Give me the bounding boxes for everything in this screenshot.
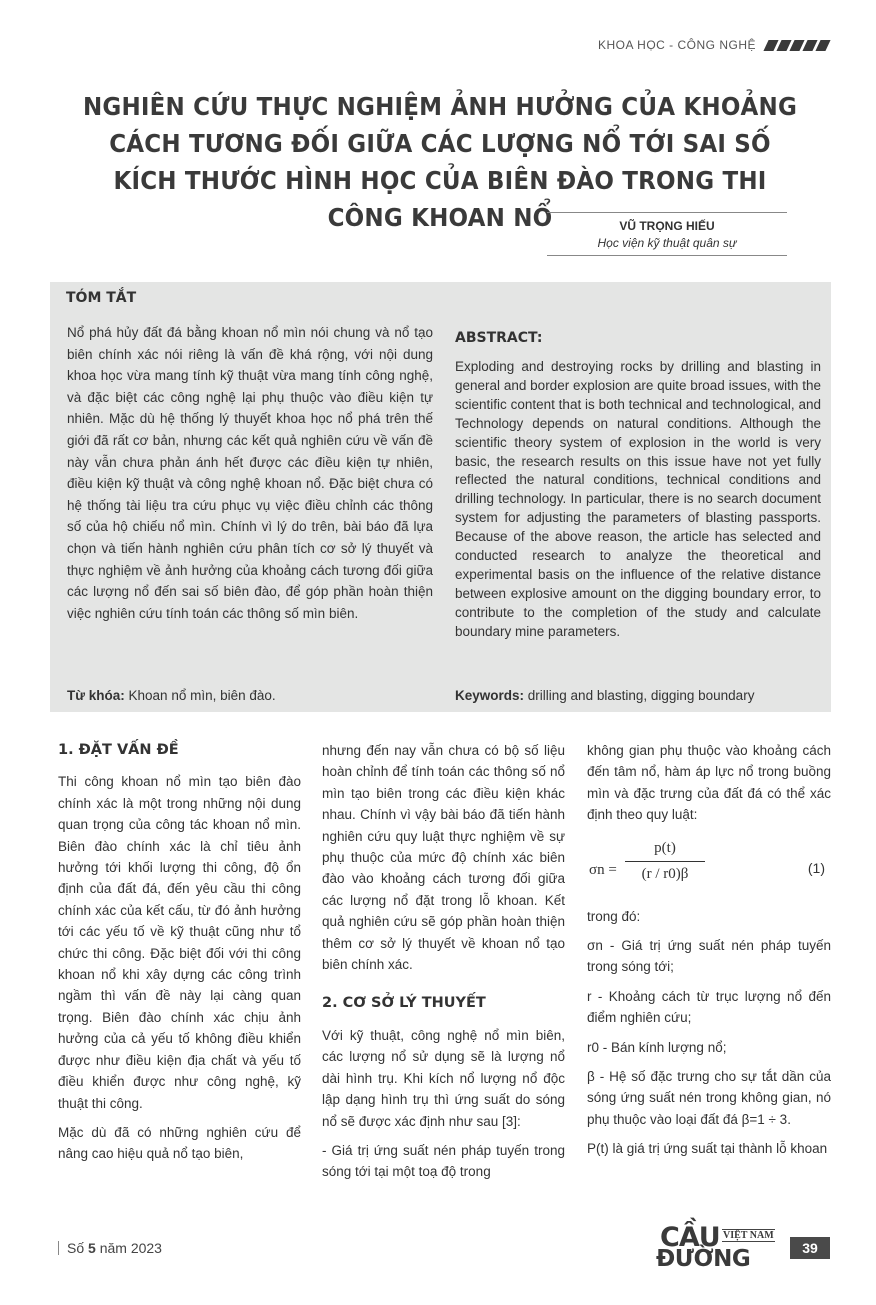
issue-number: 5 (88, 1240, 96, 1256)
section-2-heading: 2. CƠ SỞ LÝ THUYẾT (322, 995, 486, 1012)
definition-pt: P(t) là giá trị ứng suất tại thành lỗ khoan (587, 1141, 828, 1157)
keywords-vn-label: Từ khóa: (67, 688, 125, 703)
section-2-paragraph-2: - Giá trị ứng suất nén pháp tuyến trong sóng tới tại một toạ độ trong (322, 1142, 565, 1180)
section-1-paragraph-1: Thi công khoan nổ mìn tạo biên đào chính xác là một trong những nội dung quan trọng của công tác khoan nổ mìn. Biên đào chính xác là chỉ tiêu ảnh hưởng tới khối lượng thi công, độ ổn định của đất đá, đến yêu cầu thi công chính xác của kết cấu, từ đó ảnh hưởng tới các yếu tố về kỹ thuật cũng như tổ chức thi công. Đặc biệt đối với thi công khoan nổ khi xây dựng các công trình ngầm thì vấn đề này lại càng quan trọng. Biên đào chính xác chịu ảnh hưởng của cả yếu tố không điều khiển được như điều kiện địa chất và yếu tố điều khiển được như công nghệ, kỹ thuật thi công. (58, 774, 301, 1111)
definition-r: r - Khoảng cách từ trục lượng nổ đến điểm nghiên cứu; (587, 988, 831, 1026)
section-header (598, 38, 828, 52)
definition-beta: β - Hệ số đặc trưng cho sự tắt dần của sóng ứng suất nén trong không gian, nó phụ thuộc vào loại đất đá β=1 ÷ 3. (587, 1069, 831, 1127)
section-1-paragraph-2: Mặc dù đã có những nghiên cứu để nâng cao hiệu quả nổ tạo biên, (58, 1124, 301, 1162)
abstract-vn-title: TÓM TẮT (66, 290, 137, 306)
keywords-en-label: Keywords: (455, 688, 525, 703)
footer-divider (58, 1241, 59, 1255)
formula-fraction (625, 838, 705, 886)
column-3 (587, 740, 831, 1168)
section-2-paragraph-3: không gian phụ thuộc vào khoảng cách đến tâm nổ, hàm áp lực nổ trong buồng mìn và đặc trưng của đất đá có thể xác định theo quy luật: (587, 743, 831, 823)
logo-duong: ĐƯỜNG (656, 1246, 751, 1272)
issue-info (58, 1240, 162, 1256)
section-label: KHOA HỌC - CÔNG NGHỆ (597, 38, 756, 52)
issue-prefix: Số (67, 1240, 89, 1256)
logo-country: VIỆT NAM (723, 1230, 774, 1241)
section-1-heading: 1. ĐẶT VẤN ĐỀ (58, 742, 179, 758)
column-2 (322, 740, 565, 1191)
author-affiliation: Học viện kỹ thuật quân sự (597, 236, 737, 250)
author-box (547, 212, 787, 256)
definition-sigma: σn - Giá trị ứng suất nén pháp tuyến trong sóng tới; (587, 938, 831, 975)
equation-number: (1) (807, 859, 825, 876)
logo-cau: CẦU (660, 1222, 720, 1253)
stripes-decoration (766, 40, 828, 51)
abstract-en-keywords (455, 688, 754, 703)
section-2-paragraph-1: Với kỹ thuật, công nghệ nổ mìn biên, các lượng nổ sử dụng sẽ là lượng nổ dài hình trụ. Khi kích nổ lượng nổ độc lập dạng hình trụ thì ứng suất do sóng nổ sẽ được xác định như sau [3]: (322, 1027, 565, 1129)
author-name: VŨ TRỌNG HIẾU (619, 219, 715, 233)
formula-1 (587, 834, 831, 898)
formula-numerator: p(t) (625, 838, 705, 862)
section-1-paragraph-3: nhưng đến nay vẫn chưa có bộ số liệu hoàn chỉnh để tính toán các thông số nổ mìn tạo biên trong các điều kiện khác nhau. Chính vì vậy bài báo đã tiến hành nghiên cứu quy luật thực nghiệm về sự phụ thuộc của mức độ chính xác biên đào vào khoảng cách tương đối giữa các lượng nổ đặt trong lỗ khoan. Kết quả nghiên cứu sẽ góp phần hoàn thiện thêm cơ sở lý thuyết về khoan nổ tạo biên chính xác. (322, 743, 565, 973)
abstract-vn-keywords (67, 688, 276, 703)
page-number: 39 (790, 1237, 830, 1259)
formula-lhs: σn = (589, 861, 617, 878)
abstract-en-title: ABSTRACT: (455, 330, 543, 346)
keywords-en-value: drilling and blasting, digging boundary (524, 688, 755, 703)
formula-denominator: (r / r0)β (641, 866, 689, 883)
column-1 (58, 740, 301, 1173)
abstract-vn-text: Nổ phá hủy đất đá bằng khoan nổ mìn nói chung và nổ tạo biên chính xác nói riêng là vấn đề khá rộng, với nội dung khoa học vừa mang tính kỹ thuật vừa mang tính công nghệ, và đặc biệt các công nghệ lại phụ thuộc vào điều kiện tự nhiên. Mặc dù hệ thống lý thuyết khoa học nổ phá trên thế giới đã rất cơ bản, nhưng các kết quả nghiên cứu về vấn đề này vẫn chưa phản ánh hết được các điều kiện tự nhiên, điều kiện kỹ thuật và công nghệ khoan nổ. Đặc biệt chưa có hệ thống tài liệu tra cứu phục vụ việc điều chỉnh các thông số của hộ chiếu nổ mìn. Chính vì lý do trên, bài báo đã lựa chọn và tiến hành nghiên cứu phân tích cơ sở lý thuyết và thực nghiệm về ảnh hưởng của khoảng cách tương đối giữa các lượng nổ đến sai số biên đào, để góp phần hoàn thiện việc nghiên cứu tính toán các thông số mìn biên. (67, 325, 433, 621)
abstract-en-text: Exploding and destroying rocks by drilling and blasting in general and border explosion are quite broad issues, with the scientific content that is both technical and technological, and Technology depends on natural conditions. Although the scientific theory system of explosion in the world is very basic, the research results on this issue have not yet fully reflected the natural conditions, technical conditions and drilling technology. In particular, there is no search document system for adjusting the parameters of blasting passports. Because of the above reason, the article has selected and conducted research to analyze the theoretical and experimental basis on the influence of the relative distance between explosive amount on the digging boundary error, to contribute to the completion of the study and calculate boundary mine parameters. (455, 359, 821, 639)
issue-suffix: năm 2023 (95, 1240, 162, 1256)
where-label: trong đó: (587, 908, 641, 924)
definition-r0: r0 - Bán kính lượng nổ; (587, 1039, 727, 1055)
article-title: NGHIÊN CỨU THỰC NGHIỆM ẢNH HƯỞNG CỦA KHOẢNG CÁCH TƯƠNG ĐỐI GIỮA CÁC LƯỢNG NỔ TỚI SAI SỐ KÍCH THƯỚC HÌNH HỌC CỦA BIÊN ĐÀO TRONG THI CÔNG KHOAN NỔ (82, 92, 798, 232)
keywords-vn-value: Khoan nổ mìn, biên đào. (124, 688, 276, 703)
journal-logo (656, 1222, 776, 1274)
abstract-box (50, 282, 831, 712)
